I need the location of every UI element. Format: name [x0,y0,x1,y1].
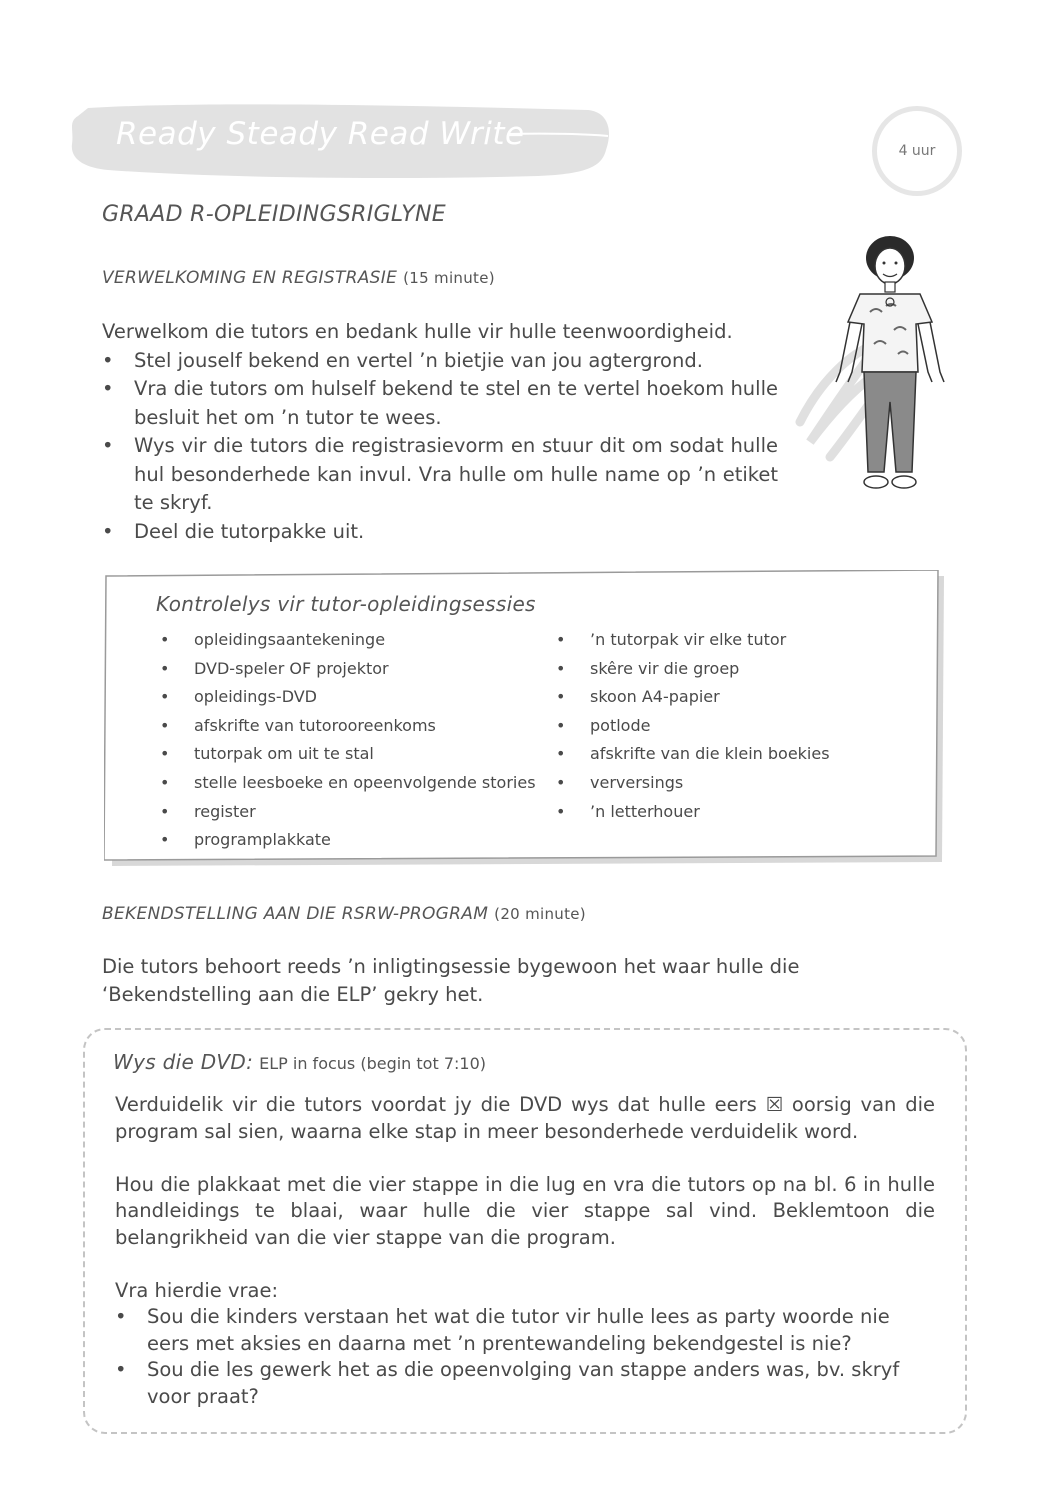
list-item: • opleidingsaantekeninge [160,626,536,655]
list-item: • stelle leesboeke en opeenvolgende stories [160,769,536,798]
welcome-bullet-list [102,347,778,547]
welcome-title-text: VERWELKOMING EN REGISTRASIE [102,268,398,288]
list-item: • Vra die tutors om hulself bekend te stel en te vertel hoekom hulle besluit het om ’n tutor te wees. [102,375,778,432]
banner-title: Ready Steady Read Write [116,116,525,152]
list-item: • ’n letterhouer [556,798,830,827]
checklist-title: Kontrolelys vir tutor-opleidingsessies [156,592,536,616]
dvd-title-text: Wys die DVD: [113,1050,254,1074]
intro-duration: (20 minute) [494,905,586,923]
list-item: • potlode [556,712,830,741]
dvd-note: ELP in focus (begin tot 7:10) [259,1054,486,1073]
list-item: • afskrifte van tutorooreenkoms [160,712,536,741]
intro-title-text: BEKENDSTELLING AAN DIE RSRW-PROGRAM [102,904,489,924]
intro-text: Die tutors behoort reeds ’n inligtingsessie bygewoon het waar hulle die ‘Bekendstelling aan die ELP’ gekry het. [102,955,800,1006]
list-item: • skoon A4-papier [556,683,830,712]
list-item: • tutorpak om uit te stal [160,740,536,769]
list-item: • afskrifte van die klein boekies [556,740,830,769]
dvd-body [115,1092,935,1410]
list-item: • verversings [556,769,830,798]
dvd-paragraph-2: Hou die plakkaat met die vier stappe in die lug en vra die tutors op na bl. 6 in hulle handleidings te blaai, waar hulle die vier stappe sal vind. Beklemtoon die belangrikheid van die vier stappe van die program. [115,1172,935,1249]
duration-label: 4 uur [898,143,936,159]
intro-section-title [102,904,586,924]
page-title: GRAAD R-OPLEIDINGSRIGLYNE [102,202,446,227]
checklist-left-column [160,626,536,855]
header-banner [68,100,613,180]
welcome-body [102,318,778,546]
questions-list [115,1304,935,1410]
list-item: • DVD-speler OF projektor [160,655,536,684]
list-item: • register [160,798,536,827]
checklist-right-column [556,626,830,826]
list-item: • programplakkate [160,826,536,855]
questions-intro: Vra hierdie vrae: [115,1278,279,1302]
dvd-title [113,1050,486,1074]
list-item: • Stel jouself bekend en vertel ’n bietjie van jou agtergrond. [102,347,778,376]
list-item: • skêre vir die groep [556,655,830,684]
list-item: • Deel die tutorpakke uit. [102,518,778,547]
checklist-box [104,570,940,862]
list-item: • ’n tutorpak vir elke tutor [556,626,830,655]
welcome-intro: Verwelkom die tutors en bedank hulle vir hulle teenwoordigheid. [102,320,733,343]
welcome-duration: (15 minute) [403,269,495,287]
list-item: • opleidings-DVD [160,683,536,712]
list-item: • Wys vir die tutors die registrasievorm en stuur dit om sodat hulle hul besonderhede kan invul. Vra hulle om hulle name op ’n etiket te skryf. [102,432,778,518]
duration-badge [872,106,962,196]
welcome-section-title [102,268,495,288]
dvd-paragraph-1: Verduidelik vir die tutors voordat jy die DVD wys dat hulle eers ☒ oorsig van die program sal sien, waarna elke stap in meer besonderhede verduidelik word. [115,1093,935,1143]
list-item: • Sou die kinders verstaan het wat die tutor vir hulle lees as party woorde nie eers met aksies en daarna met ’n prentewandeling bekendgestel is nie? [115,1304,935,1357]
list-item: • Sou die les gewerk het as die opeenvolging van stappe anders was, bv. skryf voor praat? [115,1357,935,1410]
dvd-instructions-box [83,1028,967,1434]
woman-figure-icon [790,232,990,502]
